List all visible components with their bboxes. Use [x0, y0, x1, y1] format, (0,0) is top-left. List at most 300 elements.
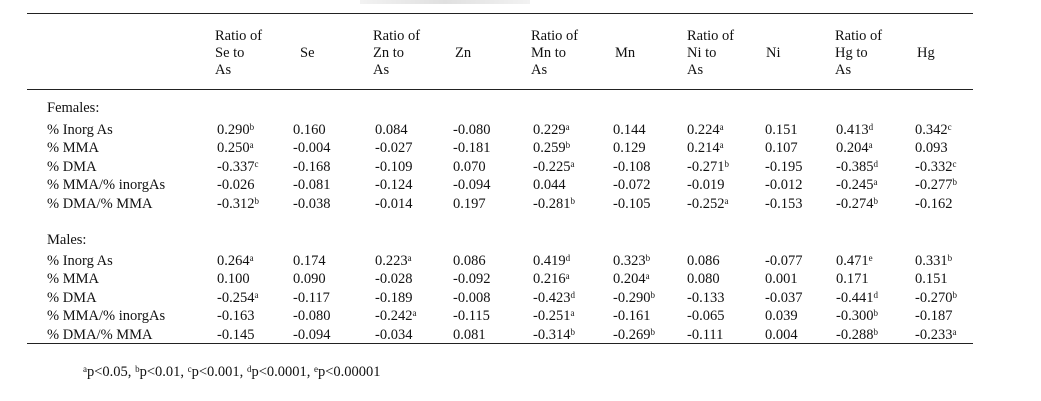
column-header: [531, 28, 578, 79]
cell-value: -0.153: [765, 195, 803, 212]
column-header: [687, 28, 734, 79]
cell-value: -0.133: [687, 289, 725, 306]
footnote-text: p<0.01,: [139, 364, 188, 380]
table-cell: [613, 177, 650, 194]
cell-value: 0.290: [217, 122, 250, 138]
table-cell: [836, 253, 873, 270]
cell-value: -0.225: [533, 158, 571, 175]
footnote-text: p<0.001,: [191, 364, 247, 380]
column-header: [835, 28, 882, 79]
cell-value: -0.094: [453, 177, 491, 194]
cell-value: -0.254: [217, 289, 255, 306]
table-cell: [765, 271, 798, 288]
table-cell: [613, 159, 650, 176]
table-cell: [613, 196, 650, 213]
column-header-line: Ratio of: [373, 28, 421, 44]
table-cell: [836, 271, 869, 288]
column-header-line: As: [373, 62, 390, 78]
column-header-line: Ni: [766, 45, 781, 61]
significance-marker: b: [952, 177, 957, 188]
cell-value: -0.077: [765, 253, 803, 269]
table-cell: [836, 327, 878, 344]
table-cell: [687, 327, 723, 344]
column-header-line: As: [687, 62, 704, 78]
significance-marker: b: [952, 289, 957, 300]
table-footnote: [83, 363, 381, 381]
cell-value: -0.108: [613, 158, 651, 175]
cell-value: -0.181: [453, 140, 491, 157]
table-cell: [765, 159, 802, 176]
table-cell: [613, 122, 646, 139]
cell-value: -0.008: [453, 289, 491, 306]
row-label: % MMA: [47, 271, 99, 288]
cell-value: 0.144: [613, 122, 646, 138]
table-cell: [687, 122, 724, 139]
column-header-line: Se: [300, 45, 315, 61]
significance-marker: d: [565, 253, 571, 263]
significance-marker: a: [407, 253, 412, 263]
table-cell: [453, 271, 490, 288]
column-header-line: Zn to: [373, 45, 405, 61]
table-cell: [453, 196, 486, 213]
significance-marker: d: [873, 289, 878, 300]
table-row: [0, 253, 1041, 270]
cell-value: -0.145: [217, 326, 255, 343]
significance-marker: b: [565, 140, 571, 151]
significance-marker: b: [947, 253, 953, 263]
cell-value: 0.250: [217, 140, 250, 157]
table-cell: [293, 159, 330, 176]
cell-value: 0.171: [836, 271, 869, 288]
cell-value: -0.332: [915, 158, 953, 175]
table-row: [0, 327, 1041, 344]
cell-value: -0.034: [375, 326, 413, 343]
table-cell: [217, 290, 258, 307]
column-header-line: As: [531, 62, 548, 78]
cell-value: 0.151: [765, 122, 798, 138]
cell-value: 0.413: [836, 122, 869, 138]
significance-marker: a: [719, 122, 724, 132]
cell-value: -0.423: [533, 289, 571, 306]
table-cell: [915, 140, 948, 157]
cell-value: -0.251: [533, 308, 571, 325]
significance-marker: a: [868, 140, 873, 151]
cell-value: 0.471: [836, 253, 869, 269]
table-cell: [687, 271, 720, 288]
table-cell: [375, 159, 412, 176]
table-cell: [836, 140, 873, 157]
table-cell: [293, 327, 330, 344]
cell-value: -0.300: [836, 308, 874, 325]
table-cell: [836, 122, 873, 139]
cell-value: 0.086: [687, 253, 720, 269]
cell-value: 0.090: [293, 271, 326, 288]
table-cell: [293, 177, 330, 194]
table-cell: [293, 122, 326, 139]
cell-value: 0.151: [915, 271, 948, 288]
cell-value: -0.162: [915, 195, 953, 212]
cell-value: -0.168: [293, 158, 331, 175]
table-top-rule: [27, 13, 973, 14]
table-cell: [915, 196, 952, 213]
cell-value: -0.117: [293, 289, 330, 306]
cell-value: -0.290: [613, 289, 651, 306]
table-cell: [687, 253, 720, 270]
significance-marker: a: [254, 289, 259, 300]
table-cell: [217, 159, 258, 176]
cell-value: 0.259: [533, 140, 566, 157]
table-cell: [453, 177, 490, 194]
significance-marker: a: [570, 158, 575, 169]
table-cell: [687, 140, 724, 157]
table-cell: [836, 308, 878, 325]
table-cell: [217, 196, 259, 213]
significance-marker: a: [724, 195, 729, 206]
significance-marker: e: [868, 253, 873, 263]
table-cell: [765, 290, 802, 307]
cell-value: -0.245: [836, 177, 874, 194]
table-cell: [765, 308, 798, 325]
table-cell: [375, 196, 412, 213]
significance-marker: a: [873, 177, 878, 188]
cell-value: 0.039: [765, 308, 798, 325]
significance-marker: a: [719, 140, 724, 151]
cell-value: 0.129: [613, 140, 646, 157]
significance-marker: a: [645, 271, 650, 282]
table-cell: [836, 159, 878, 176]
table-cell: [687, 159, 729, 176]
significance-marker: b: [873, 195, 878, 206]
cell-value: -0.124: [375, 177, 413, 194]
significance-marker: b: [873, 308, 878, 319]
cell-value: -0.274: [836, 195, 874, 212]
cell-value: -0.038: [293, 195, 331, 212]
table-cell: [915, 122, 952, 139]
row-label: % DMA: [47, 158, 97, 175]
table-cell: [375, 177, 412, 194]
cell-value: -0.065: [687, 308, 725, 325]
table-cell: [765, 122, 798, 139]
table-cell: [687, 308, 724, 325]
cell-value: 0.342: [915, 122, 948, 138]
significance-marker: a: [249, 140, 254, 151]
significance-marker: b: [570, 195, 575, 206]
column-header-line: Ratio of: [531, 28, 579, 44]
significance-marker: b: [645, 253, 651, 263]
cell-value: 0.093: [915, 140, 948, 157]
cell-value: -0.385: [836, 158, 874, 175]
footnote-text: p<0.0001,: [251, 364, 314, 380]
column-header-line: Ratio of: [215, 28, 263, 44]
table-cell: [915, 271, 948, 288]
table-cell: [453, 290, 490, 307]
table-cell: [533, 308, 574, 325]
table-row: [0, 159, 1041, 176]
column-header: [766, 45, 781, 62]
cell-value: -0.314: [533, 326, 571, 343]
cell-value: 0.070: [453, 158, 486, 175]
column-header: [373, 28, 420, 79]
cell-value: 0.174: [293, 253, 326, 269]
row-label: % Inorg As: [47, 122, 113, 138]
cell-value: 0.214: [687, 140, 720, 157]
row-label: % Inorg As: [47, 253, 113, 269]
cell-value: 0.229: [533, 122, 566, 138]
cell-value: -0.080: [453, 122, 491, 138]
column-header-line: Hg: [917, 45, 935, 61]
cell-value: 0.001: [765, 271, 798, 288]
table-cell: [453, 159, 486, 176]
column-header: [215, 28, 262, 79]
table-cell: [687, 177, 724, 194]
cell-value: -0.080: [293, 308, 331, 325]
table-row: [0, 196, 1041, 213]
row-label: % MMA/% inorgAs: [47, 308, 166, 325]
table-cell: [217, 177, 254, 194]
significance-marker: a: [565, 122, 570, 132]
table-cell: [375, 308, 416, 325]
cell-value: 0.197: [453, 195, 486, 212]
footnote-marker: e: [314, 364, 318, 374]
footnote-text: p<0.00001: [318, 364, 381, 380]
table-cell: [293, 271, 326, 288]
significance-marker: d: [570, 289, 575, 300]
significance-marker: b: [254, 195, 259, 206]
cell-value: -0.072: [613, 177, 651, 194]
cell-value: -0.288: [836, 326, 874, 343]
column-header-line: Hg to: [835, 45, 868, 61]
table-row: [0, 290, 1041, 307]
table-cell: [765, 327, 798, 344]
row-label: % DMA/% MMA: [47, 195, 153, 212]
table-row: [0, 122, 1041, 139]
significance-marker: d: [873, 158, 878, 169]
table-cell: [613, 308, 650, 325]
cell-value: -0.109: [375, 158, 413, 175]
table-cell: [217, 327, 254, 344]
footnote-marker: d: [246, 364, 252, 374]
significance-marker: b: [873, 326, 878, 337]
table-cell: [375, 122, 408, 139]
table-cell: [293, 290, 330, 307]
table-row: [0, 177, 1041, 194]
row-label: % DMA/% MMA: [47, 326, 153, 343]
cell-value: 0.004: [765, 326, 798, 343]
significance-marker: c: [947, 122, 952, 132]
column-header: [455, 45, 471, 62]
table-cell: [453, 327, 486, 344]
table-cell: [375, 327, 412, 344]
group-label: Females:: [47, 100, 100, 116]
cell-value: -0.312: [217, 195, 255, 212]
table-cell: [915, 159, 956, 176]
cell-value: -0.105: [613, 195, 651, 212]
significance-marker: a: [952, 326, 957, 337]
cell-value: -0.092: [453, 271, 491, 288]
cell-value: -0.037: [765, 289, 803, 306]
column-header: [917, 45, 935, 62]
table-cell: [453, 253, 486, 270]
cell-value: 0.086: [453, 253, 486, 269]
table-cell: [613, 140, 646, 157]
significance-marker: a: [412, 308, 417, 319]
table-cell: [915, 177, 957, 194]
table-row: [0, 308, 1041, 325]
table-cell: [915, 327, 956, 344]
cell-value: -0.027: [375, 140, 413, 157]
cell-value: 0.100: [217, 271, 250, 288]
table-cell: [217, 271, 250, 288]
cell-value: 0.216: [533, 271, 566, 288]
table-row: [0, 140, 1041, 157]
cell-value: -0.014: [375, 195, 413, 212]
cell-value: 0.264: [217, 253, 250, 269]
column-header-line: Ratio of: [687, 28, 735, 44]
cell-value: -0.094: [293, 326, 331, 343]
cell-value: -0.195: [765, 158, 803, 175]
table-cell: [613, 271, 650, 288]
cell-value: -0.163: [217, 308, 255, 325]
significance-marker: b: [650, 289, 655, 300]
table-cell: [765, 196, 802, 213]
table-cell: [217, 308, 254, 325]
significance-marker: b: [570, 326, 575, 337]
cell-value: 0.204: [613, 271, 646, 288]
cell-value: 0.084: [375, 122, 408, 138]
table-cell: [533, 290, 575, 307]
column-header-line: Ni to: [687, 45, 717, 61]
cell-value: -0.026: [217, 177, 255, 194]
cell-value: -0.281: [533, 195, 571, 212]
significance-marker: b: [650, 326, 655, 337]
cell-value: 0.160: [293, 122, 326, 138]
cell-value: 0.081: [453, 326, 486, 343]
table-cell: [915, 290, 957, 307]
cell-value: -0.270: [915, 289, 953, 306]
cell-value: 0.044: [533, 177, 566, 194]
table-cell: [687, 290, 724, 307]
cell-value: 0.107: [765, 140, 798, 157]
table-cell: [836, 290, 878, 307]
cell-value: -0.161: [613, 308, 651, 325]
table-header-rule: [27, 89, 973, 90]
column-header-line: Mn to: [531, 45, 567, 61]
footnote-text: p<0.05,: [87, 364, 136, 380]
table-cell: [375, 253, 412, 270]
column-header-line: Ratio of: [835, 28, 883, 44]
cell-value: 0.224: [687, 122, 720, 138]
table-cell: [765, 140, 798, 157]
table-cell: [293, 308, 330, 325]
table-cell: [613, 327, 655, 344]
table-cell: [533, 122, 570, 139]
cell-value: -0.028: [375, 271, 413, 288]
column-header: [615, 45, 635, 62]
column-header-line: Zn: [455, 45, 472, 61]
cell-value: -0.189: [375, 289, 413, 306]
row-label: % MMA/% inorgAs: [47, 177, 166, 194]
significance-marker: b: [249, 122, 255, 132]
row-label: % MMA: [47, 140, 99, 157]
cell-value: -0.441: [836, 289, 874, 306]
significance-marker: c: [254, 158, 259, 169]
cell-value: -0.269: [613, 326, 651, 343]
cell-value: -0.081: [293, 177, 331, 194]
group-label: Males:: [47, 232, 87, 248]
cell-value: -0.242: [375, 308, 413, 325]
table-row: [0, 271, 1041, 288]
column-header-line: Mn: [615, 45, 636, 61]
table-cell: [533, 271, 570, 288]
footnote-marker: b: [135, 364, 140, 374]
cell-value: -0.337: [217, 158, 255, 175]
cell-value: 0.323: [613, 253, 646, 269]
cell-value: -0.004: [293, 140, 331, 157]
faded-caption-remnant: [360, 0, 530, 4]
significance-marker: a: [249, 253, 254, 263]
table-cell: [453, 140, 490, 157]
significance-marker: a: [565, 271, 570, 282]
cell-value: -0.012: [765, 177, 803, 194]
table-cell: [293, 196, 330, 213]
table-cell: [687, 196, 728, 213]
cell-value: -0.233: [915, 326, 953, 343]
cell-value: -0.115: [453, 308, 490, 325]
footnote-marker: a: [83, 364, 87, 374]
table-cell: [375, 140, 412, 157]
table-cell: [836, 196, 878, 213]
cell-value: -0.187: [915, 308, 953, 325]
table-cell: [453, 122, 490, 139]
table-cell: [217, 140, 254, 157]
table-cell: [375, 271, 412, 288]
cell-value: -0.252: [687, 195, 725, 212]
table-cell: [217, 253, 254, 270]
column-header-line: Se to: [215, 45, 245, 61]
cell-value: 0.204: [836, 140, 869, 157]
table-cell: [533, 159, 574, 176]
footnote-marker: c: [187, 364, 192, 374]
table-cell: [836, 177, 877, 194]
table-cell: [217, 122, 254, 139]
table-cell: [533, 196, 575, 213]
cell-value: -0.019: [687, 177, 725, 194]
significance-marker: a: [570, 308, 575, 319]
cell-value: 0.223: [375, 253, 408, 269]
table-cell: [765, 253, 802, 270]
table-cell: [915, 308, 952, 325]
column-header-line: As: [835, 62, 852, 78]
column-header-line: As: [215, 62, 232, 78]
table-cell: [533, 253, 570, 270]
table-cell: [293, 140, 330, 157]
significance-marker: b: [724, 158, 729, 169]
table-cell: [613, 290, 655, 307]
table-cell: [453, 308, 490, 325]
table-cell: [915, 253, 952, 270]
cell-value: 0.331: [915, 253, 948, 269]
row-label: % DMA: [47, 289, 97, 306]
column-header: [300, 45, 315, 62]
table-bottom-rule: [27, 343, 973, 344]
cell-value: 0.080: [687, 271, 720, 288]
table-cell: [765, 177, 802, 194]
table-cell: [533, 177, 566, 194]
table-cell: [613, 253, 650, 270]
cell-value: -0.277: [915, 177, 953, 194]
significance-marker: d: [868, 122, 874, 132]
table-cell: [375, 290, 412, 307]
